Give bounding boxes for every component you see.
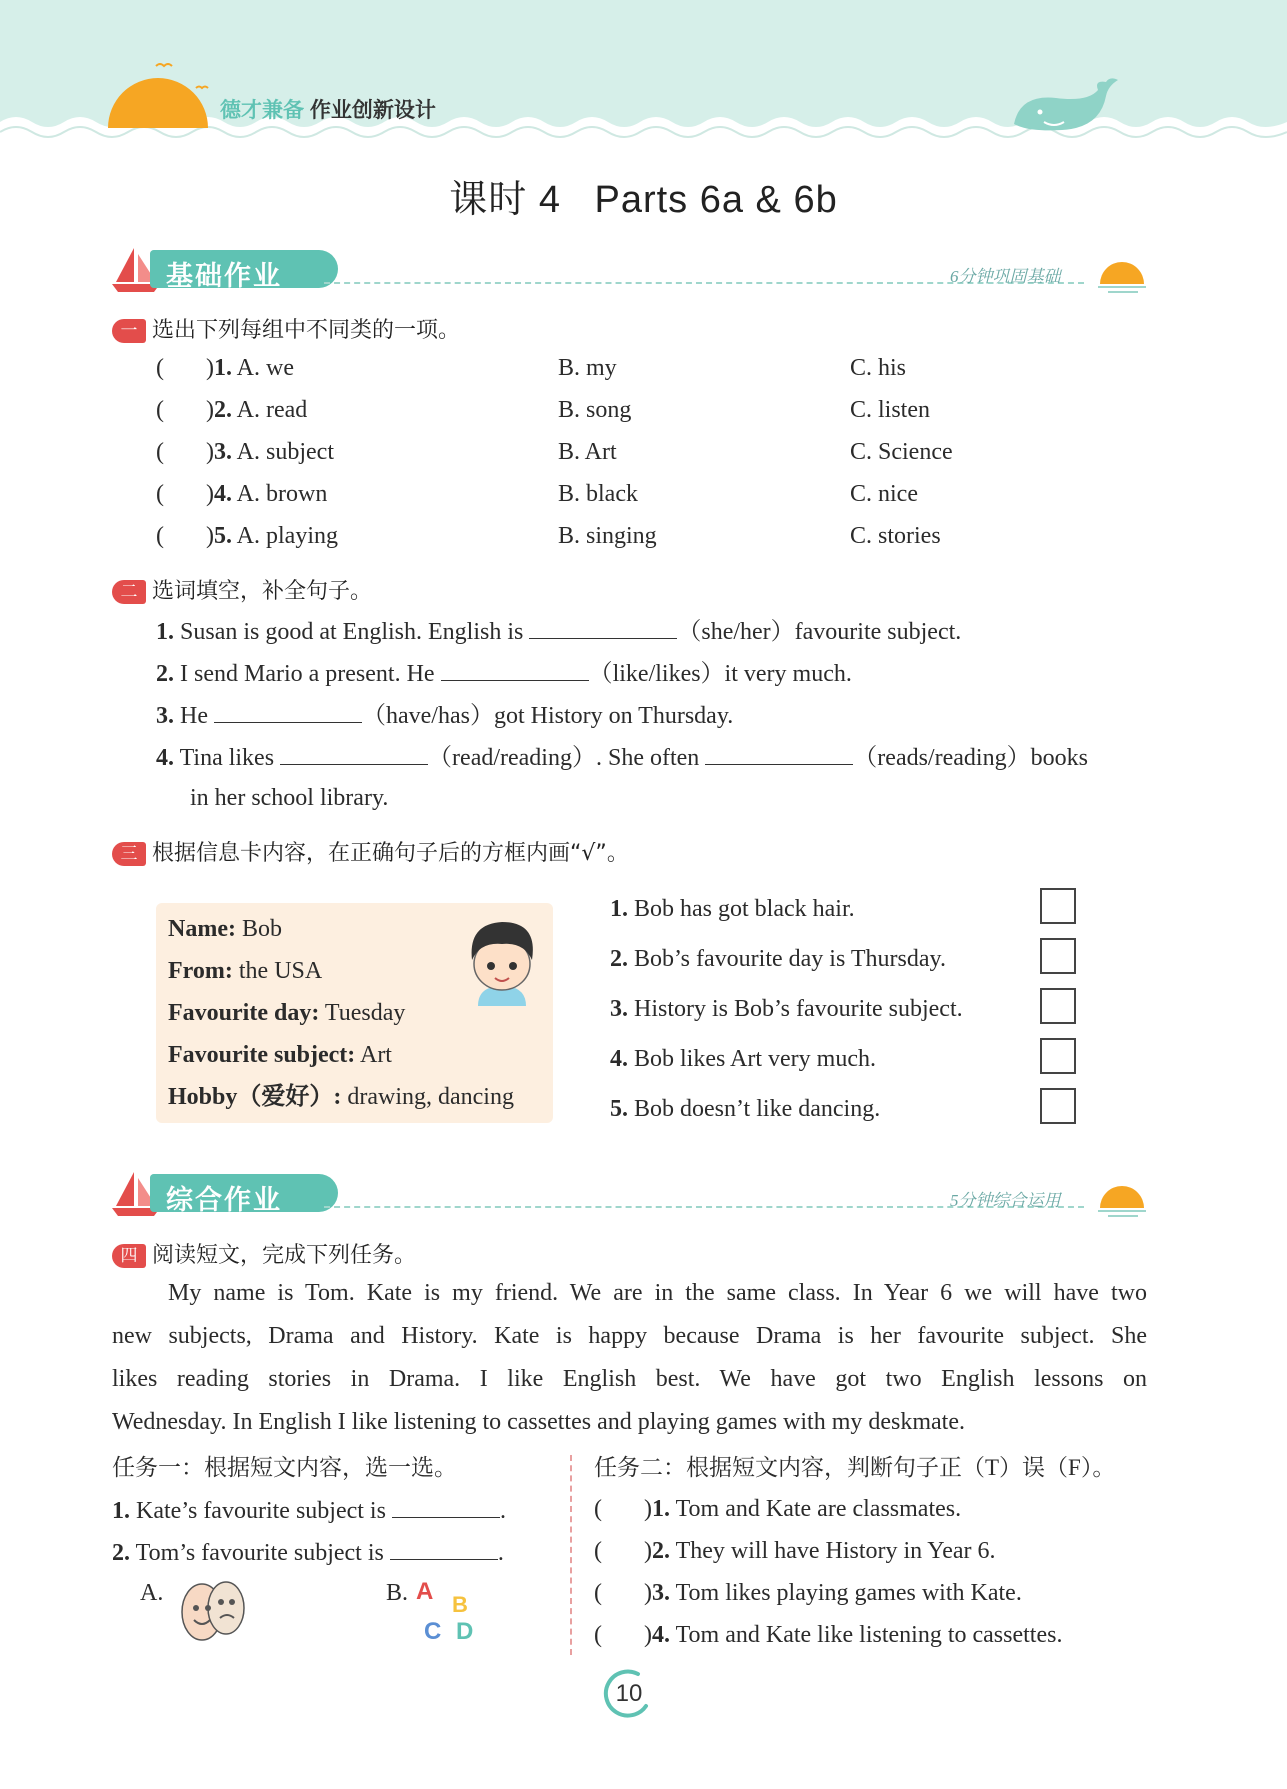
q1-option-c: C. nice [850, 481, 918, 507]
q2-text: He [180, 703, 208, 729]
comprehensive-banner [112, 1170, 1147, 1220]
q3-num: 1. [610, 896, 628, 922]
q2-item [156, 698, 733, 732]
comprehensive-banner-note: 5分钟综合运用 [950, 1191, 1061, 1210]
q2-num: 1. [156, 619, 174, 645]
card-label: Favourite subject: [168, 1042, 356, 1068]
q1-heading [112, 313, 460, 344]
whale-icon [1010, 76, 1122, 136]
answer-paren[interactable]: ( ) [156, 355, 214, 381]
brand-dark: 作业创新设计 [309, 99, 436, 122]
q3-badge: 三 [112, 842, 146, 866]
q2-item [156, 614, 961, 648]
title-main: Parts 6a & 6b [594, 179, 838, 221]
task1-heading: 任务一：根据短文内容，选一选。 [112, 1455, 457, 1480]
q1-option-b: B. song [558, 397, 632, 423]
basic-banner [112, 246, 1147, 296]
brand-green: 德才兼备 [220, 99, 304, 122]
q1-row [156, 394, 1036, 426]
task2-num: 1. [651, 1496, 670, 1522]
letter-d: D [456, 1618, 474, 1645]
card-value: Art [359, 1042, 392, 1068]
card-row [168, 1081, 514, 1123]
task2-text: Tom likes playing games with Kate. [675, 1580, 1022, 1606]
q1-option-b: B. my [558, 355, 617, 381]
q1-option-a: A. brown [236, 481, 328, 507]
answer-checkbox[interactable] [1040, 1088, 1076, 1124]
task1-item: 1. Kate’s favourite subject is . [112, 1493, 506, 1527]
q1-num: 3. [213, 439, 232, 465]
q1-num: 5. [213, 523, 232, 549]
q3-text: Bob has got black hair. [634, 896, 855, 922]
q3-statement [610, 993, 963, 1025]
q2-text: （like/likes）it very much. [588, 661, 852, 687]
small-sun-icon [1094, 254, 1150, 294]
card-label: Name: [168, 916, 236, 942]
q2-text: （reads/reading）books [853, 745, 1088, 771]
q1-num: 4. [213, 481, 232, 507]
q1-option-a: A. read [236, 397, 308, 423]
card-value: the USA [238, 958, 323, 984]
card-label: Favourite day: [168, 1000, 320, 1026]
task1-num: 1. [112, 1498, 130, 1524]
answer-checkbox[interactable] [1040, 1038, 1076, 1074]
q3-statement [610, 1043, 876, 1075]
task1-num: 2. [112, 1540, 130, 1566]
answer-blank[interactable] [392, 1493, 500, 1518]
q3-statement [610, 1093, 880, 1125]
q2-num: 2. [156, 661, 174, 687]
q2-num: 4. [156, 745, 174, 771]
q1-row [156, 436, 1036, 468]
q2-item-continued: in her school library. [190, 785, 389, 811]
answer-blank[interactable] [280, 740, 428, 765]
q2-text: I send Mario a present. He [180, 661, 435, 687]
q2-instruction: 选词填空，补全句子。 [152, 579, 373, 604]
task2-num: 2. [651, 1538, 670, 1564]
answer-blank[interactable] [214, 698, 362, 723]
answer-paren[interactable]: ( ) [156, 397, 214, 423]
passage-line: Wednesday. In English I like listening to cassettes and playing games with my deskmate. [112, 1409, 965, 1435]
letter-b: B [452, 1592, 468, 1617]
passage-line: likes reading stories in Drama. I like English best. We have got two English lessons on [112, 1366, 1147, 1392]
q2-badge: 二 [112, 580, 146, 604]
answer-blank[interactable] [529, 614, 677, 639]
q3-heading [112, 836, 629, 867]
task-separator [570, 1455, 572, 1655]
task2-item [594, 1493, 961, 1525]
q1-option-b: B. Art [558, 439, 617, 465]
q4-badge: 四 [112, 1244, 146, 1268]
q1-badge: 一 [112, 319, 146, 343]
q3-num: 3. [610, 996, 628, 1022]
drama-masks-icon [174, 1576, 254, 1646]
answer-paren[interactable]: ( ) [156, 439, 214, 465]
option-b-label[interactable]: B. [386, 1580, 409, 1606]
answer-checkbox[interactable] [1040, 988, 1076, 1024]
q1-instruction: 选出下列每组中不同类的一项。 [152, 318, 461, 343]
page-title [0, 168, 1287, 223]
task2-text: They will have History in Year 6. [675, 1538, 996, 1564]
task1-text: Kate’s favourite subject is [136, 1498, 386, 1524]
q1-option-b: B. black [558, 481, 638, 507]
q2-num: 3. [156, 703, 174, 729]
q3-text: Bob’s favourite day is Thursday. [634, 946, 946, 972]
passage-line: new subjects, Drama and History. Kate is happy because Drama is her favourite subject. She [112, 1323, 1147, 1349]
task2-num: 3. [651, 1580, 670, 1606]
answer-checkbox[interactable] [1040, 938, 1076, 974]
basic-banner-label: 基础作业 [166, 261, 282, 291]
q3-num: 4. [610, 1046, 628, 1072]
letter-c: C [424, 1618, 442, 1645]
answer-paren[interactable]: ( ) [156, 481, 214, 507]
task2-num: 4. [651, 1622, 670, 1648]
brand-title [220, 94, 436, 124]
task1-item: 2. Tom’s favourite subject is . [112, 1535, 504, 1569]
answer-paren[interactable]: ( ) [594, 1538, 652, 1564]
task1-text: Tom’s favourite subject is [135, 1540, 384, 1566]
q3-text: Bob likes Art very much. [634, 1046, 876, 1072]
answer-blank[interactable] [390, 1535, 498, 1560]
task2-text: Tom and Kate are classmates. [675, 1496, 962, 1522]
letter-a: A [416, 1578, 434, 1605]
q1-num: 2. [213, 397, 232, 423]
q3-num: 2. [610, 946, 628, 972]
q1-option-c: C. stories [850, 523, 941, 549]
card-label: From: [168, 958, 233, 984]
q1-row [156, 352, 1036, 384]
card-value: drawing, dancing [347, 1084, 514, 1110]
q2-item [156, 740, 1088, 774]
card-value: Tuesday [324, 1000, 406, 1026]
sun-icon [104, 56, 214, 132]
q1-option-b: B. singing [558, 523, 657, 549]
option-a-label[interactable]: A. [140, 1580, 164, 1606]
answer-blank[interactable] [441, 656, 589, 681]
title-prefix: 课时 4 [449, 179, 561, 221]
answer-paren[interactable]: ( ) [594, 1496, 652, 1522]
q2-text: Susan is good at English. English is [180, 619, 524, 645]
basic-banner-note: 6分钟巩固基础 [950, 267, 1061, 286]
q3-instruction: 根据信息卡内容，在正确句子后的方框内画“√”。 [152, 841, 629, 866]
task2-item [594, 1619, 1062, 1651]
card-row [168, 1039, 514, 1081]
answer-paren[interactable]: ( ) [156, 523, 214, 549]
q1-row [156, 478, 1036, 510]
q1-num: 1. [213, 355, 232, 381]
q3-statement [610, 943, 946, 975]
boy-avatar-icon [462, 914, 542, 1014]
q4-instruction: 阅读短文，完成下列任务。 [152, 1243, 417, 1268]
q3-text: History is Bob’s favourite subject. [634, 996, 963, 1022]
q4-passage [112, 1277, 1147, 1449]
q1-row [156, 520, 1036, 552]
answer-blank[interactable] [705, 740, 853, 765]
q3-num: 5. [610, 1096, 628, 1122]
q1-option-c: C. his [850, 355, 907, 381]
answer-paren[interactable]: ( ) [594, 1580, 652, 1606]
answer-checkbox[interactable] [1040, 888, 1076, 924]
q4-heading [112, 1238, 416, 1269]
small-sun-icon [1094, 1178, 1150, 1218]
answer-paren[interactable]: ( ) [594, 1622, 652, 1648]
q2-text: （read/reading）. She often [428, 745, 700, 771]
card-value: Bob [241, 916, 282, 942]
q1-option-c: C. listen [850, 397, 931, 423]
q2-heading [112, 574, 372, 605]
comprehensive-banner-label: 综合作业 [166, 1185, 282, 1215]
q2-text: （have/has）got History on Thursday. [361, 703, 734, 729]
q1-option-a: A. we [236, 355, 294, 381]
page-number: 10 [615, 1680, 643, 1707]
q1-option-a: A. subject [236, 439, 334, 465]
q2-item [156, 656, 852, 690]
task2-heading: 任务二：根据短文内容，判断句子正（T）误（F）。 [594, 1455, 1116, 1480]
q3-statement [610, 893, 855, 925]
q3-text: Bob doesn’t like dancing. [634, 1096, 881, 1122]
q2-text: （she/her）favourite subject. [677, 619, 962, 645]
q2-text: Tina likes [179, 745, 275, 771]
q1-option-a: A. playing [236, 523, 338, 549]
card-label: Hobby（爱好）: [168, 1084, 342, 1110]
q1-option-c: C. Science [850, 439, 953, 465]
task2-text: Tom and Kate like listening to cassettes. [675, 1622, 1063, 1648]
task2-item [594, 1535, 996, 1567]
task2-item [594, 1577, 1022, 1609]
passage-line: My name is Tom. Kate is my friend. We are in the same class. In Year 6 we will have two [168, 1280, 1147, 1306]
